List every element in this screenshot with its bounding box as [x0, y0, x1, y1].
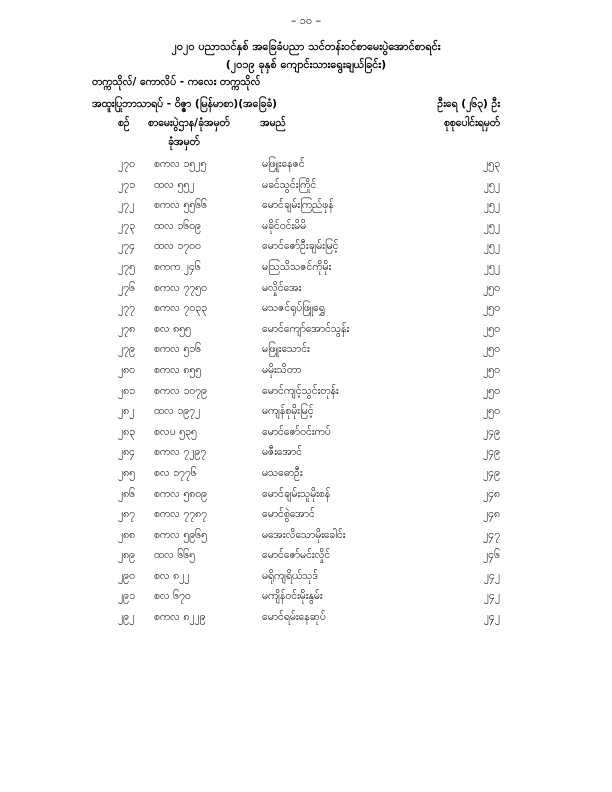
row-name: မောင်ချမ်းသူမိုးစန်: [262, 487, 331, 500]
row-name: မကျန်စုမိုးမြင့်: [262, 405, 314, 418]
row-station: စကလ ၅၁၆: [154, 343, 202, 356]
row-station: စလ ၁၇၇၆: [154, 466, 197, 479]
row-marks: ၂၄၂: [483, 569, 500, 582]
table-row: [0, 611, 612, 632]
row-name: မောင်ဇော်ဝင်းကပ်: [262, 425, 331, 438]
row-number: ၂၇၈: [118, 322, 136, 335]
row-station: စကလ ၈၅၅: [154, 363, 202, 376]
row-name: မသဇင်ရုပ်ဖြူရွှေ: [262, 302, 325, 315]
table-row: [0, 199, 612, 220]
row-station: ထလ ၁၆၀၉: [154, 219, 201, 232]
row-station: စကလ ၁၀၇၉: [154, 384, 207, 397]
row-name: မခင်သွင်းကြိုင်: [262, 178, 317, 191]
row-station: ထလ ၆၆၅: [154, 549, 196, 562]
row-number: ၂၇၉: [118, 343, 135, 356]
document-title: ၂၀၂၀ ပညာသင်နှစ် အခြေခံပညာ သင်တန်းဝင်စာမေးပွဲအောင်စာရင်း: [171, 40, 441, 53]
row-station: စကလ ၈၂၂၉: [154, 611, 206, 624]
candidate-count: ဦးရေ (၂၆၃) ဦး: [437, 98, 500, 110]
table-row: [0, 446, 612, 467]
row-marks: ၂၄၆: [483, 549, 500, 562]
row-marks: ၂၄၇: [483, 528, 500, 541]
university-line: တက္ကသိုလ်/ ကောလိပ် - ကလေး တက္ကသိုလ်: [92, 76, 261, 88]
table-row: [0, 282, 612, 303]
row-name: မခိုင်ဝင်းမိမိ: [262, 219, 307, 232]
table-row: [0, 508, 612, 529]
table-row: [0, 240, 612, 261]
table-row: [0, 590, 612, 611]
row-marks: ၂၅၀: [483, 281, 500, 294]
row-number: ၂၇၄: [118, 240, 135, 253]
row-number: ၂၉၂: [118, 611, 135, 624]
row-number: ၂၈၈: [118, 528, 136, 541]
row-station: ထလ ၅၅၂: [154, 178, 195, 191]
row-marks: ၂၅၀: [483, 384, 500, 397]
row-station: စကလ ၇၀၃၃: [154, 302, 207, 315]
row-marks: ၂၄၉: [483, 466, 500, 479]
row-number: ၂၈၅: [118, 466, 136, 479]
row-name: မောင်ကျင့်သွင်းတုန်း: [262, 384, 339, 397]
row-name: မသဓောဦး: [262, 466, 303, 479]
col-header-station: စာမေးပွဲဌာန/ခုံအမှတ်: [148, 117, 230, 129]
row-number: ၂၈၂: [118, 405, 135, 418]
row-name: မလှိုင်အေး: [262, 281, 302, 294]
row-marks: ၂၄၂: [483, 590, 500, 603]
table-row: [0, 323, 612, 344]
table-row: [0, 385, 612, 406]
row-marks: ၂၅၀: [483, 405, 500, 418]
row-number: ၂၇၀: [118, 158, 135, 170]
table-row: [0, 488, 612, 509]
row-marks: ၂၅၂: [483, 260, 500, 273]
row-station: ထလ ၁၇၀၀: [154, 240, 201, 253]
row-number: ၂၈၁: [118, 384, 136, 397]
row-station: စကလ ၇၂၉၇: [154, 446, 207, 459]
row-name: မောင်ဇော်ဦးချမ်းမြင့်: [262, 240, 339, 253]
table-row: [0, 220, 612, 241]
row-number: ၂၈၉: [118, 549, 136, 562]
row-station: စလ ၆၇၀: [154, 590, 191, 603]
row-name: မဖြူးနေဇင်: [262, 158, 305, 170]
row-number: ၂၈၄: [118, 446, 136, 459]
table-row: [0, 158, 612, 179]
row-number: ၂၈၆: [118, 487, 136, 500]
results-table: [0, 158, 612, 632]
table-row: [0, 467, 612, 488]
row-station: စကလ ၅၉၆၅: [154, 528, 207, 541]
row-name: မောင်ဇော်မင်းလှိုင်: [262, 549, 331, 562]
row-name: မကျိန်ဝင်းမိုးနွမ်း: [262, 590, 323, 603]
row-marks: ၂၅၂: [483, 178, 500, 191]
row-station: စလ ၈၅၅: [154, 322, 191, 335]
row-station: စကလ ၇၇၅၀: [154, 281, 207, 294]
row-number: ၂၉၁: [118, 590, 135, 603]
table-row: [0, 529, 612, 550]
row-number: ၂၇၅: [118, 260, 135, 273]
row-name: မောင်စွဲအောင်: [262, 508, 315, 521]
row-marks: ၂၅၀: [483, 343, 500, 356]
document-subtitle: (၂၀၁၉ ခုနှစ် ကျောင်းသားရွေးချယ်ခြင်း): [225, 58, 387, 71]
row-name: မောင်ကျော်အောင်သွန်း: [262, 322, 350, 335]
row-number: ၂၇၂: [118, 199, 135, 212]
row-number: ၂၈၇: [118, 508, 136, 521]
row-station: စကလ ၅၅၆၆: [154, 199, 207, 212]
row-marks: ၂၅၂: [483, 219, 500, 232]
row-station: စလပ ၅၃၅: [154, 425, 197, 438]
page-number: – ၁၀ –: [290, 14, 322, 27]
table-row: [0, 179, 612, 200]
row-marks: ၂၅၂: [483, 199, 500, 212]
row-marks: ၂၄၈: [482, 487, 500, 500]
col-header-station-sub: ခုံအမှတ်: [168, 136, 200, 148]
row-number: ၂၇၇: [118, 302, 135, 315]
row-name: မမိုးသိတာ: [262, 363, 302, 376]
row-number: ၂၇၃: [118, 219, 135, 232]
row-marks: ၂၄၂: [483, 611, 500, 624]
row-marks: ၂၅၂: [483, 240, 500, 253]
row-marks: ၂၄၈: [482, 508, 500, 521]
row-number: ၂၈၃: [118, 425, 136, 438]
row-marks: ၂၅၀: [483, 302, 500, 315]
table-row: [0, 364, 612, 385]
table-row: [0, 549, 612, 570]
row-name: မရိုကျရိယ်သုဒ်: [262, 569, 318, 582]
row-marks: ၂၄၉: [483, 446, 500, 459]
row-number: ၂၇၁: [118, 178, 135, 191]
row-name: မဖြူးသောင်း: [262, 343, 310, 356]
subject-line: အထူးပြုဘာသာရပ် - ဝိဇ္ဇာ (မြန်မာစာ)(အခြေခံ): [92, 98, 277, 110]
row-name: မအေးလိသောမိုးခေါင်း: [262, 528, 346, 541]
col-header-marks: စုစုပေါင်းရမှတ်: [443, 117, 500, 129]
col-header-no: စဉ်: [118, 117, 130, 129]
row-marks: ၂၅၀: [483, 322, 500, 335]
row-name: မောင်ချမ်းကြည်ဖုန်: [262, 199, 334, 212]
row-number: ၂၈၀: [118, 363, 136, 376]
row-station: စကက ၂၄၆: [154, 260, 201, 273]
table-row: [0, 261, 612, 282]
row-marks: ၂၄၉: [483, 425, 500, 438]
table-row: [0, 426, 612, 447]
row-marks: ၂၅၃: [483, 158, 500, 170]
table-row: [0, 570, 612, 591]
table-row: [0, 343, 612, 364]
row-name: မောင်ရမ်းနေဆုပ်: [262, 611, 326, 624]
row-station: စကလ ၁၅၂၅: [154, 158, 207, 170]
row-name: မဇီးအောင်: [262, 446, 302, 459]
row-station: စကလ ၅၈၀၉: [154, 487, 208, 500]
row-marks: ၂၅၀: [483, 363, 500, 376]
row-station: စလ ၈၂၂: [154, 569, 190, 582]
row-number: ၂၉၀: [118, 569, 135, 582]
row-station: စကလ ၇၇၈၇: [154, 508, 208, 521]
table-row: [0, 302, 612, 323]
row-name: မသြသိသဇင်ကိုမိုး: [262, 260, 332, 273]
col-header-name: အမည်: [260, 117, 286, 129]
table-row: [0, 405, 612, 426]
row-number: ၂၇၆: [118, 281, 135, 294]
row-station: ထလ ၁၉၇၂: [154, 405, 201, 418]
